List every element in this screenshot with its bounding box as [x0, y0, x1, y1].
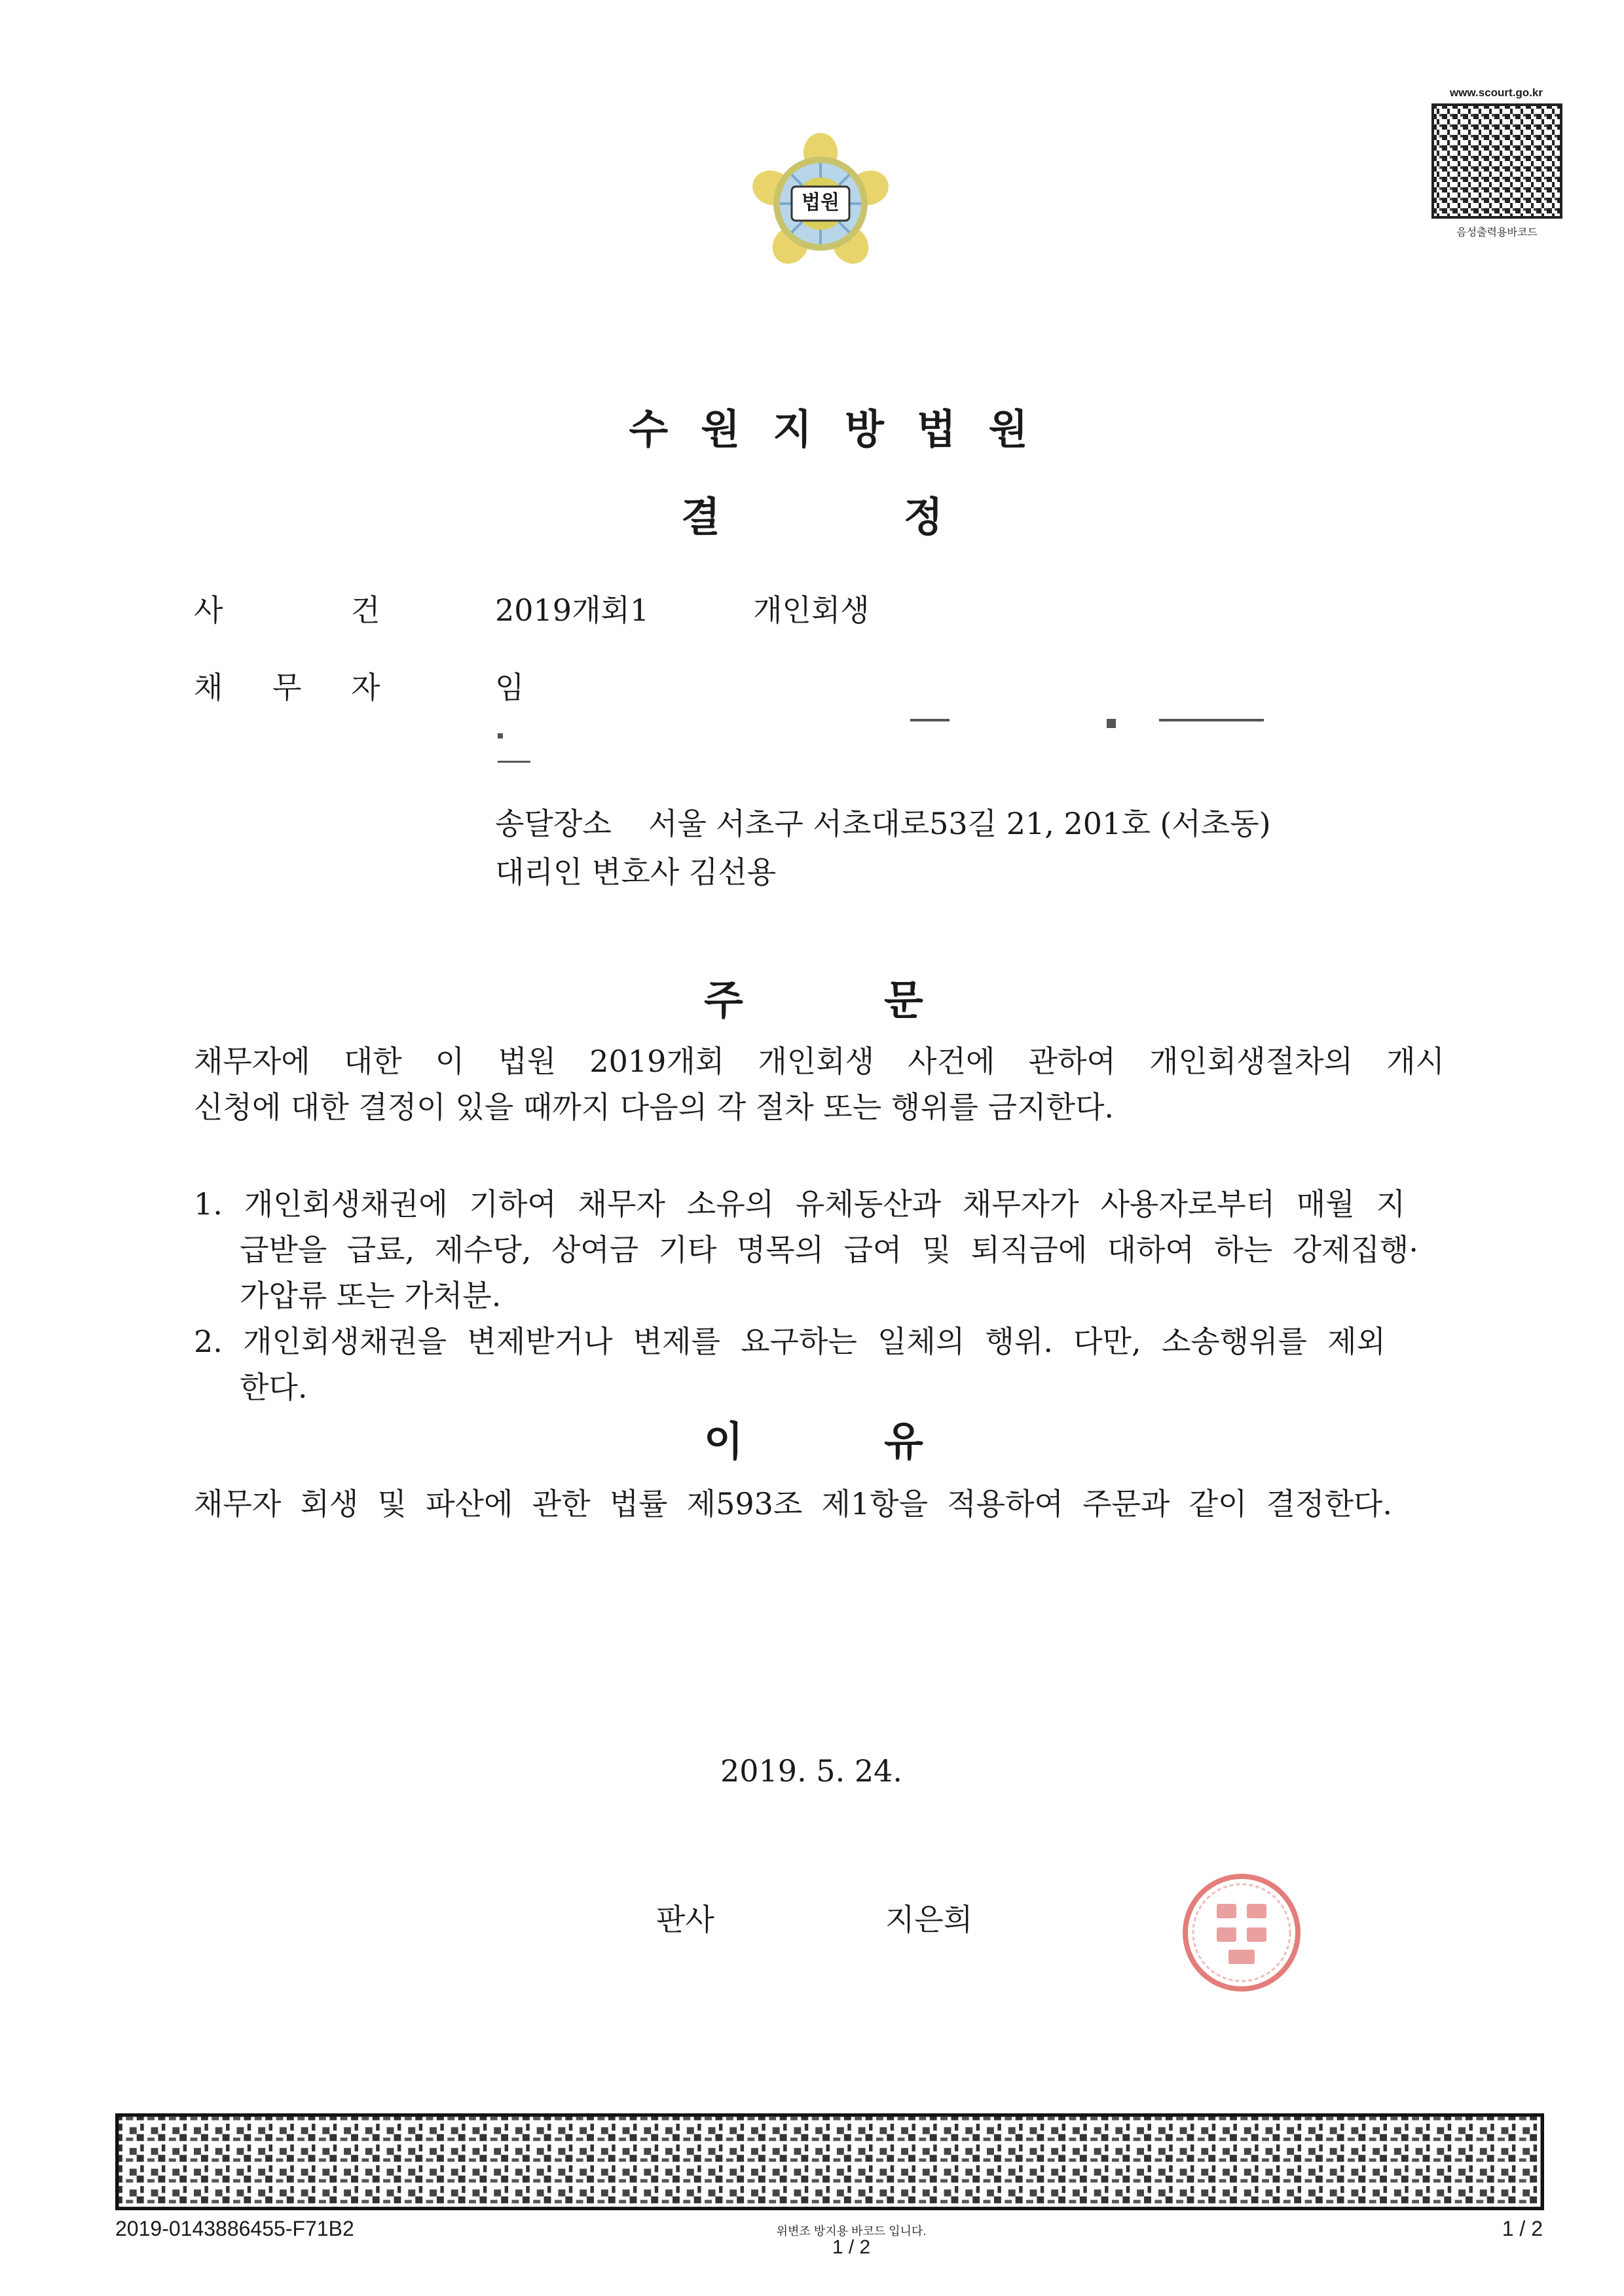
judge-seal-icon	[1176, 1867, 1307, 1998]
debtor-label-char-2: 무	[272, 670, 302, 705]
reason-heading-char-1: 이	[704, 1417, 743, 1465]
order-item-1-line-1: 1. 개인회생채권에 기하여 채무자 소유의 유체동산과 채무자가 사용자로부터 매월 지	[194, 1186, 1405, 1222]
case-number: 2019개회1	[495, 592, 650, 628]
decision-date: 2019. 5. 24.	[720, 1753, 902, 1789]
redaction-mark	[1159, 719, 1238, 721]
page-number-center: 1 / 2	[832, 2236, 871, 2258]
court-name: 수원지방법원	[629, 405, 1061, 453]
barcode-note: 위변조 방지용 바코드 입니다.	[776, 2225, 927, 2238]
redaction-mark	[1107, 719, 1116, 728]
order-heading-char-1: 주	[704, 976, 743, 1024]
case-type: 개인회생	[753, 592, 870, 628]
qr-caption: 음성출력용바코드	[1456, 227, 1538, 238]
qr-code-icon	[1431, 103, 1562, 219]
page-number-right: 1 / 2	[1502, 2217, 1543, 2240]
order-item-2-line-2: 한다.	[240, 1370, 308, 1405]
order-item-2-line-1: 2. 개인회생채권을 변제받거나 변제를 요구하는 일체의 행위. 다만, 소송행위를 제외	[194, 1324, 1386, 1359]
order-item-1-line-3: 가압류 또는 가처분.	[240, 1278, 502, 1313]
debtor-label-char-1: 채	[194, 670, 223, 705]
case-label-char-1: 사	[194, 592, 223, 628]
case-label-char-2: 건	[351, 592, 380, 628]
order-line-2: 신청에 대한 결정이 있을 때까지 다음의 각 절차 또는 행위를 금지한다.	[194, 1089, 1115, 1125]
debtor-name: 임	[495, 670, 525, 705]
reason-text: 채무자 회생 및 파산에 관한 법률 제593조 제1항을 적용하여 주문과 같이 결정한다.	[194, 1486, 1392, 1522]
redaction-mark	[910, 719, 950, 721]
doc-type-char-2: 정	[904, 493, 943, 541]
judge-name: 지은희	[885, 1902, 973, 1937]
document-id: 2019-0143886455-F71B2	[115, 2217, 354, 2240]
emblem-text: 법원	[802, 191, 840, 214]
judge-title: 판사	[656, 1902, 714, 1937]
reason-heading-char-2: 유	[884, 1417, 923, 1465]
debtor-label-char-3: 자	[351, 670, 380, 705]
order-line-1: 채무자에 대한 이 법원 2019개회 개인회생 사건에 관하여 개인회생절차의 개시	[194, 1044, 1445, 1079]
anti-forgery-barcode-icon	[115, 2113, 1544, 2210]
delivery-address: 서울 서초구 서초대로53길 21, 201호 (서초동)	[648, 806, 1271, 841]
redaction-mark	[498, 733, 503, 738]
redaction-mark	[498, 761, 530, 763]
redaction-mark	[1238, 719, 1264, 721]
order-item-1-line-2: 급받을 급료, 제수당, 상여금 기타 명목의 급여 및 퇴직금에 대하여 하는 강제집행·	[240, 1232, 1418, 1267]
qr-url: www.scourt.go.kr	[1449, 86, 1543, 99]
order-heading-char-2: 문	[884, 976, 923, 1024]
doc-type-char-1: 결	[681, 493, 720, 541]
agent-name: 대리인 변호사 김선용	[495, 854, 777, 890]
delivery-label: 송달장소	[495, 806, 612, 841]
